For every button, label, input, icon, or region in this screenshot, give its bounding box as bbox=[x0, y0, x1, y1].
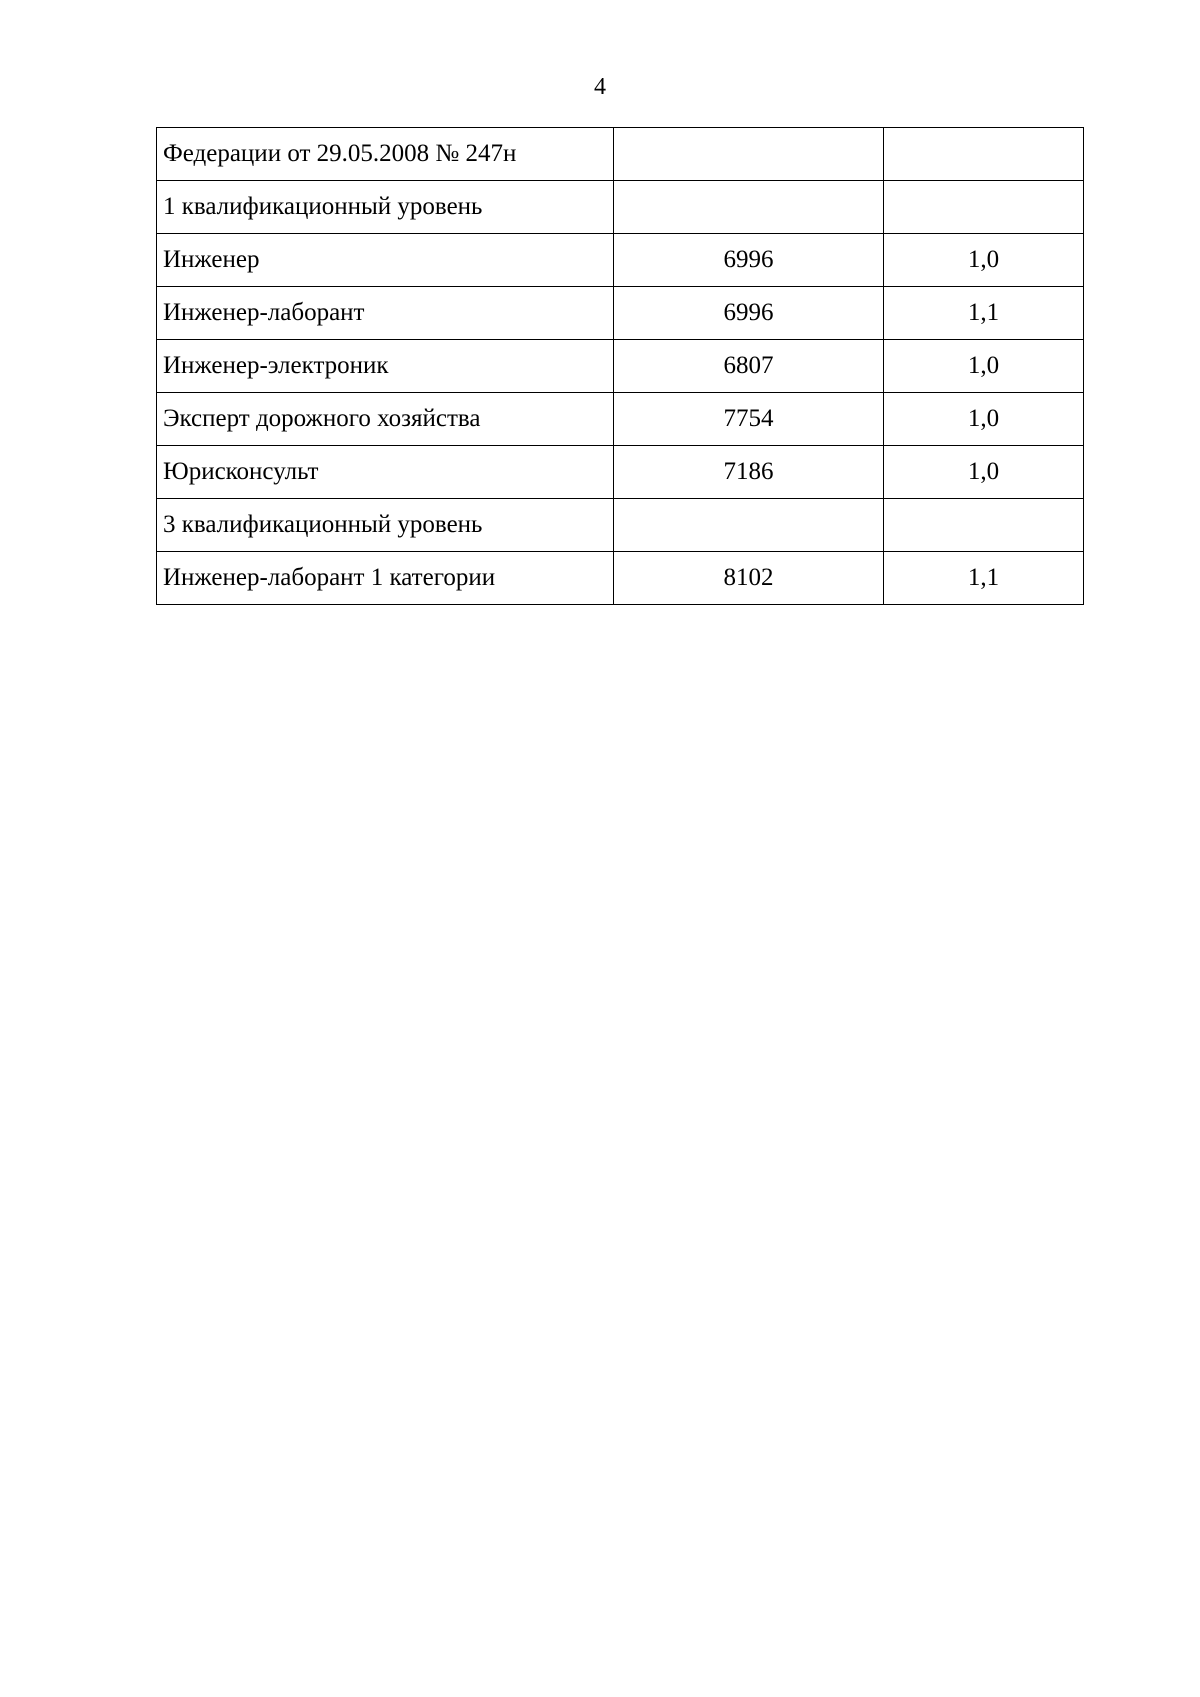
table-row bbox=[157, 287, 1084, 340]
position-name-cell: 1 квалификационный уровень bbox=[157, 181, 614, 234]
salary-cell bbox=[614, 128, 884, 181]
position-name-cell: Федерации от 29.05.2008 № 247н bbox=[157, 128, 614, 181]
table-row bbox=[157, 552, 1084, 605]
salary-cell: 7186 bbox=[614, 446, 884, 499]
salary-cell: 7754 bbox=[614, 393, 884, 446]
table-row bbox=[157, 234, 1084, 287]
table-row bbox=[157, 128, 1084, 181]
position-name-cell: Инженер-лаборант 1 категории bbox=[157, 552, 614, 605]
coefficient-cell bbox=[884, 181, 1084, 234]
table-row bbox=[157, 446, 1084, 499]
coefficient-cell: 1,0 bbox=[884, 340, 1084, 393]
table-row bbox=[157, 181, 1084, 234]
position-name-cell: Юрисконсульт bbox=[157, 446, 614, 499]
salary-cell bbox=[614, 181, 884, 234]
position-name-cell: Инженер bbox=[157, 234, 614, 287]
table-row bbox=[157, 499, 1084, 552]
salary-cell: 6996 bbox=[614, 234, 884, 287]
salary-table bbox=[156, 127, 1084, 605]
coefficient-cell: 1,1 bbox=[884, 287, 1084, 340]
coefficient-cell: 1,1 bbox=[884, 552, 1084, 605]
coefficient-cell: 1,0 bbox=[884, 234, 1084, 287]
table-row bbox=[157, 393, 1084, 446]
coefficient-cell bbox=[884, 128, 1084, 181]
position-name-cell: 3 квалификационный уровень bbox=[157, 499, 614, 552]
coefficient-cell bbox=[884, 499, 1084, 552]
salary-cell: 8102 bbox=[614, 552, 884, 605]
salary-cell bbox=[614, 499, 884, 552]
position-name-cell: Эксперт дорожного хозяйства bbox=[157, 393, 614, 446]
page-number: 4 bbox=[594, 74, 606, 100]
coefficient-cell: 1,0 bbox=[884, 446, 1084, 499]
position-name-cell: Инженер-лаборант bbox=[157, 287, 614, 340]
table-row bbox=[157, 340, 1084, 393]
salary-cell: 6996 bbox=[614, 287, 884, 340]
salary-cell: 6807 bbox=[614, 340, 884, 393]
coefficient-cell: 1,0 bbox=[884, 393, 1084, 446]
position-name-cell: Инженер-электроник bbox=[157, 340, 614, 393]
